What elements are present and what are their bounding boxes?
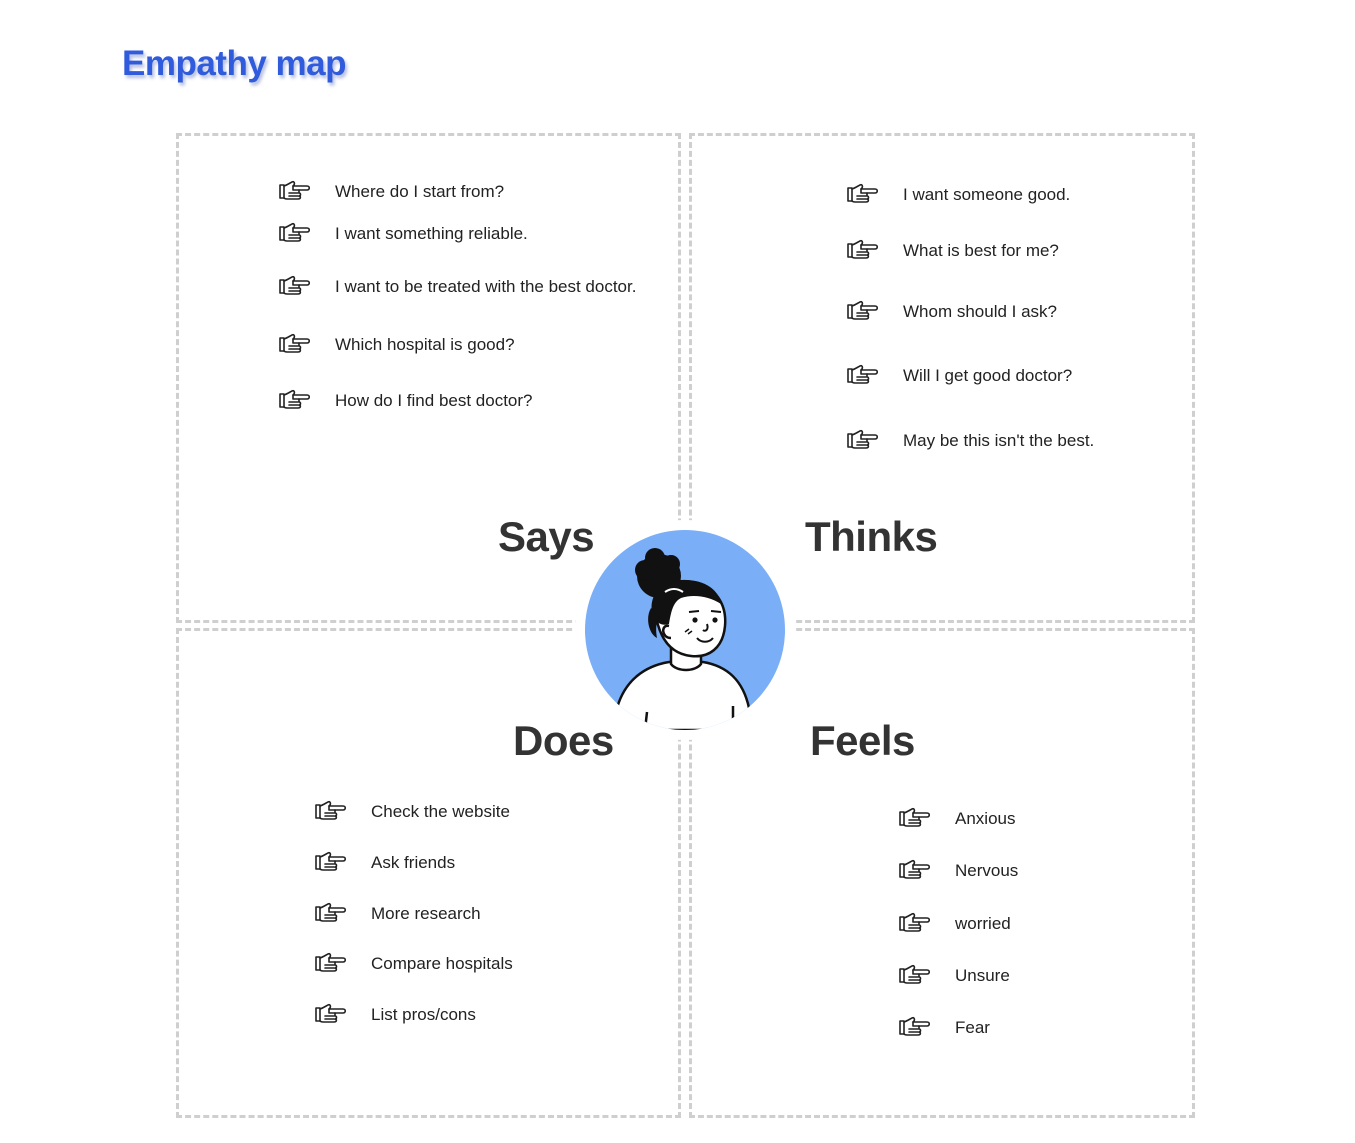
thinks-item-text: I want someone good.: [903, 184, 1071, 204]
says-item: [277, 273, 636, 299]
says-item: [277, 387, 533, 413]
says-item: [277, 220, 528, 246]
pointing-hand-icon: [845, 181, 881, 207]
says-item-text: I want something reliable.: [335, 223, 528, 243]
says-item-text: How do I find best doctor?: [335, 390, 533, 410]
does-heading: Does: [513, 717, 614, 764]
says-item-text: Which hospital is good?: [335, 334, 515, 354]
thinks-heading: Thinks: [805, 513, 938, 560]
person-illustration: [585, 530, 785, 730]
pointing-hand-icon: [845, 298, 881, 324]
feels-item-text: Fear: [955, 1017, 990, 1037]
pointing-hand-icon: [313, 798, 349, 824]
thinks-item: [845, 298, 1057, 324]
feels-item: [897, 857, 1018, 883]
feels-item-text: Anxious: [955, 808, 1016, 828]
does-item: [313, 950, 513, 976]
pointing-hand-icon: [897, 805, 933, 831]
pointing-hand-icon: [313, 1001, 349, 1027]
thinks-item-text: Will I get good doctor?: [903, 365, 1073, 385]
pointing-hand-icon: [277, 220, 313, 246]
pointing-hand-icon: [897, 1014, 933, 1040]
says-item: [277, 331, 515, 357]
pointing-hand-icon: [845, 362, 881, 388]
page-title: Empathy map: [122, 44, 346, 83]
thinks-item: [845, 427, 1094, 453]
feels-item: [897, 962, 1010, 988]
thinks-item: [845, 181, 1070, 207]
feels-heading: Feels: [810, 717, 915, 764]
does-item-text: Compare hospitals: [371, 953, 513, 973]
pointing-hand-icon: [313, 849, 349, 875]
feels-item-text: Unsure: [955, 965, 1010, 985]
feels-item: [897, 910, 1011, 936]
thinks-item-text: What is best for me?: [903, 240, 1059, 260]
pointing-hand-icon: [277, 178, 313, 204]
pointing-hand-icon: [845, 427, 881, 453]
does-item-text: More research: [371, 903, 481, 923]
says-item-text: I want to be treated with the best doctor.: [335, 276, 637, 296]
pointing-hand-icon: [845, 237, 881, 263]
does-item-text: Check the website: [371, 801, 510, 821]
feels-item: [897, 1014, 990, 1040]
pointing-hand-icon: [277, 273, 313, 299]
feels-item: [897, 805, 1015, 831]
thinks-item: [845, 237, 1059, 263]
pointing-hand-icon: [313, 950, 349, 976]
does-item: [313, 798, 510, 824]
thinks-item-text: May be this isn't the best.: [903, 430, 1095, 450]
feels-item-text: worried: [955, 913, 1011, 933]
pointing-hand-icon: [277, 387, 313, 413]
does-item: [313, 1001, 476, 1027]
does-item-text: List pros/cons: [371, 1004, 476, 1024]
does-item-text: Ask friends: [371, 852, 456, 872]
pointing-hand-icon: [897, 857, 933, 883]
says-panel: [176, 133, 681, 623]
pointing-hand-icon: [313, 900, 349, 926]
thinks-item: [845, 362, 1072, 388]
avatar: [585, 530, 785, 730]
pointing-hand-icon: [277, 331, 313, 357]
pointing-hand-icon: [897, 910, 933, 936]
says-item: [277, 178, 504, 204]
does-item: [313, 849, 455, 875]
does-item: [313, 900, 481, 926]
says-item-text: Where do I start from?: [335, 181, 505, 201]
thinks-item-text: Whom should I ask?: [903, 301, 1058, 321]
feels-item-text: Nervous: [955, 860, 1019, 880]
says-heading: Says: [498, 513, 595, 560]
pointing-hand-icon: [897, 962, 933, 988]
